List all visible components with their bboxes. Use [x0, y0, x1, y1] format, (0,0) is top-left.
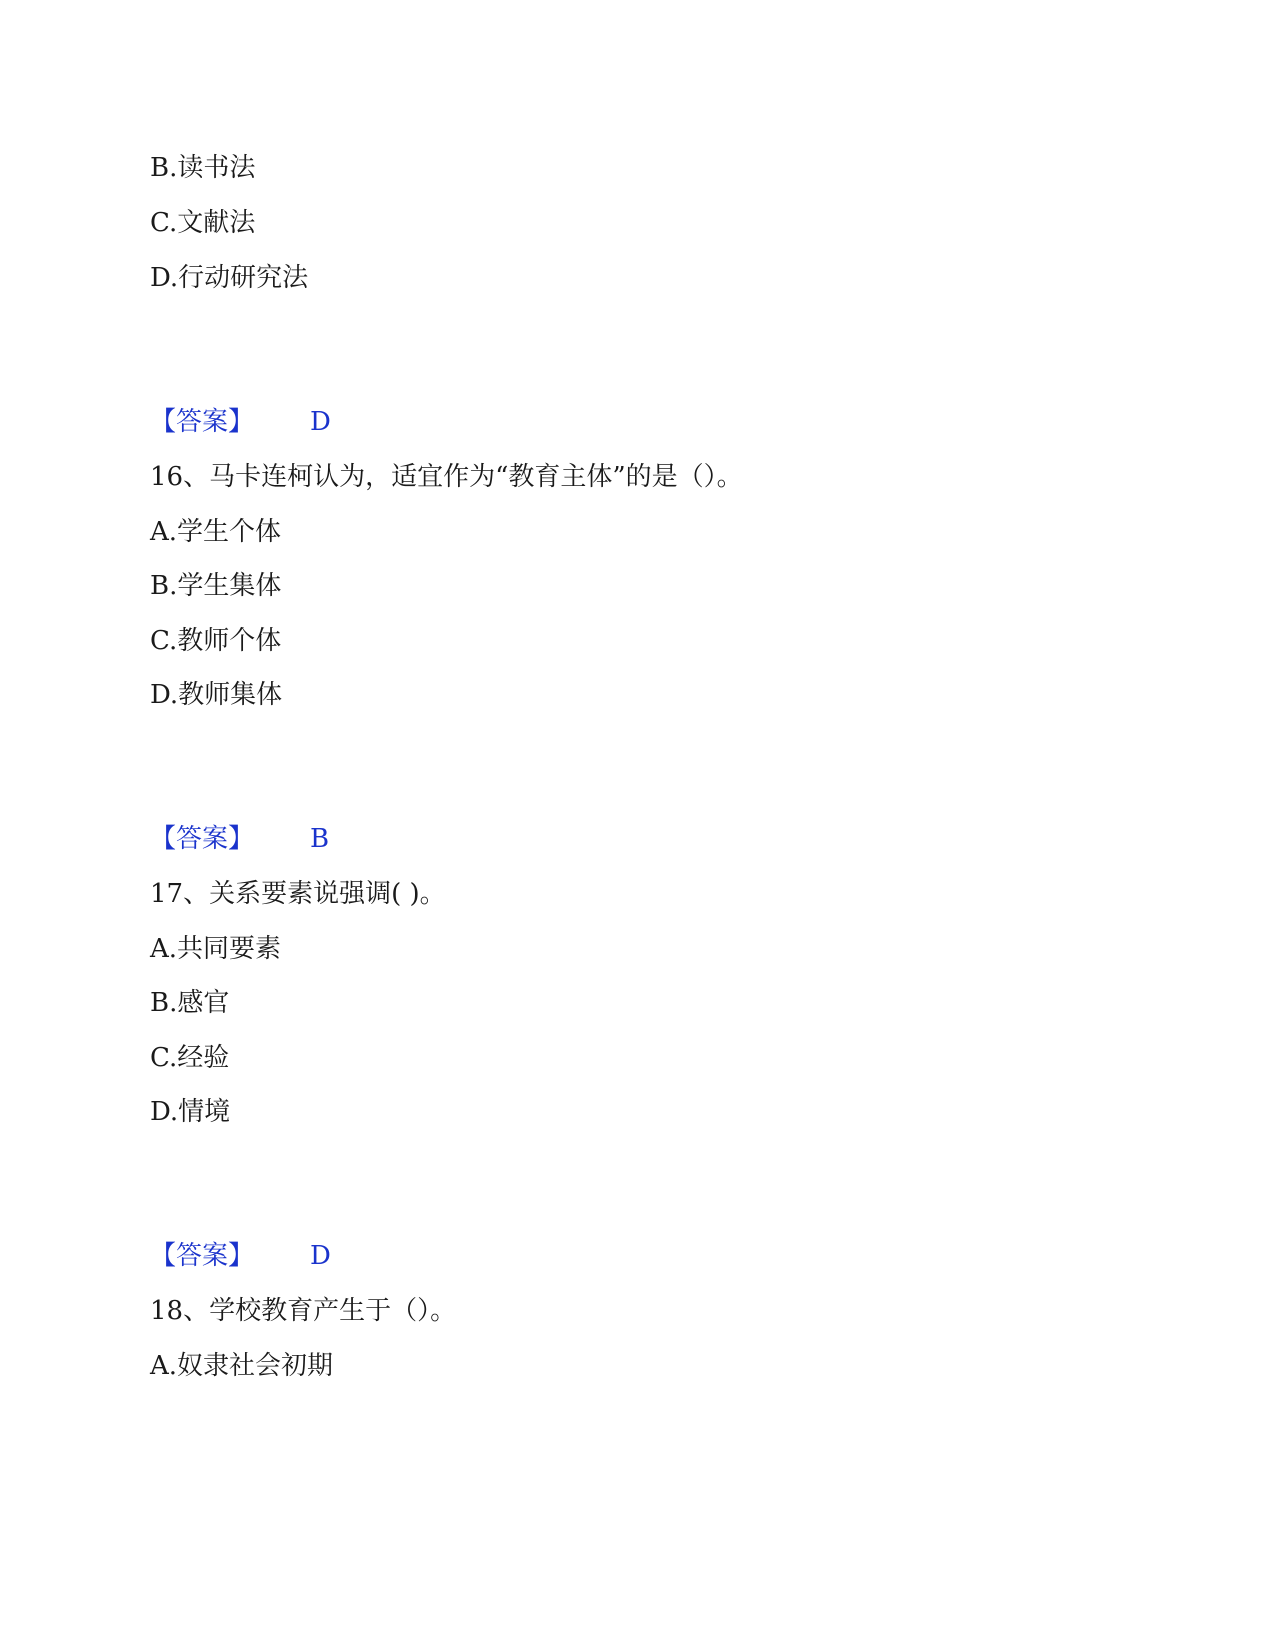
- q17-option-c: C.经验: [150, 1043, 230, 1073]
- q16-option-a: A.学生个体: [150, 517, 282, 547]
- q17-option-b: B.感官: [150, 988, 230, 1018]
- q16-option-c: C.教师个体: [150, 626, 282, 656]
- answer-label: 【答案】: [150, 824, 255, 854]
- q15-answer: [150, 406, 331, 438]
- q18-option-a: A.奴隶社会初期: [150, 1351, 334, 1381]
- q17-option-d: D.情境: [150, 1097, 231, 1127]
- q15-option-c: C.文献法: [150, 208, 256, 238]
- q16-option-b: B.学生集体: [150, 571, 282, 601]
- q17-answer: [150, 1240, 331, 1272]
- answer-value: B: [310, 824, 330, 854]
- q15-option-b: B.读书法: [150, 153, 256, 183]
- q18-question: 18、学校教育产生于（）。: [150, 1296, 457, 1326]
- q16-answer: [150, 823, 329, 855]
- answer-value: D: [310, 407, 331, 437]
- answer-label: 【答案】: [150, 1241, 255, 1271]
- q17-option-a: A.共同要素: [150, 934, 282, 964]
- answer-value: D: [310, 1241, 331, 1271]
- q16-option-d: D.教师集体: [150, 680, 283, 710]
- answer-label: 【答案】: [150, 407, 255, 437]
- q15-option-d: D.行动研究法: [150, 263, 309, 293]
- q17-question: 17、关系要素说强调( )。: [150, 879, 446, 909]
- q16-question: 16、马卡连柯认为，适宜作为“教育主体”的是（）。: [150, 462, 743, 492]
